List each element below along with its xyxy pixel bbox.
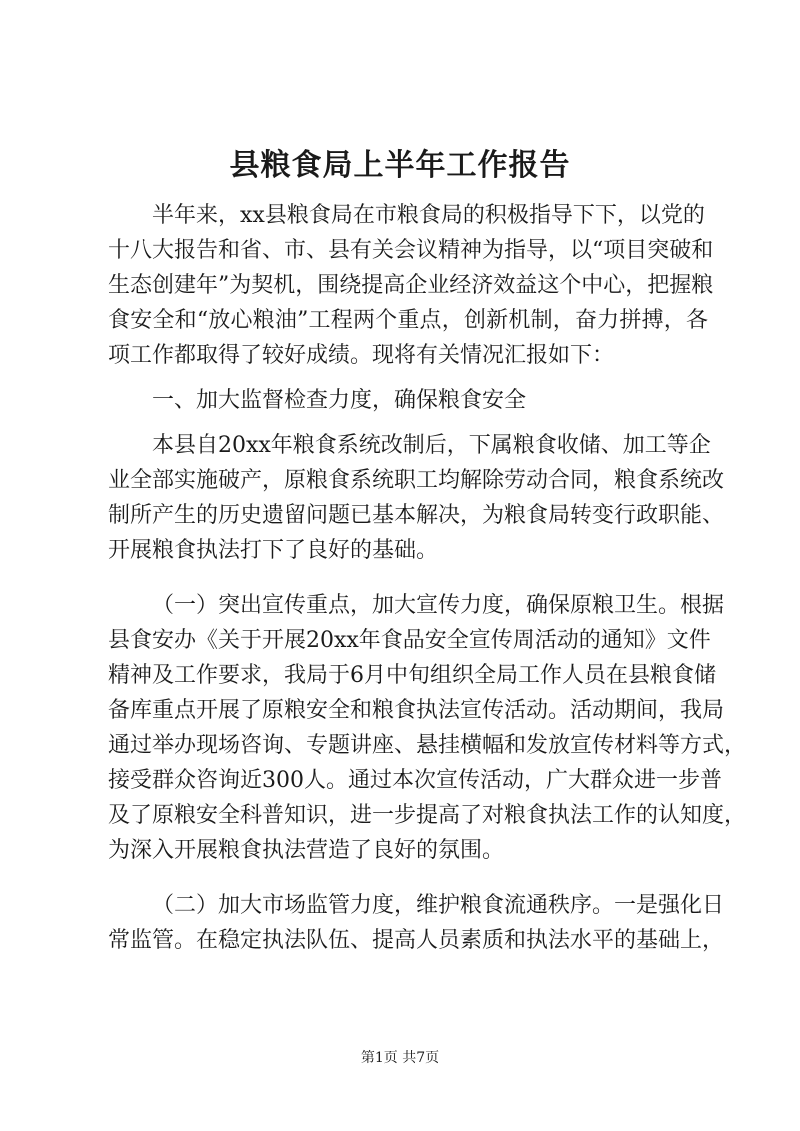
paragraph-line: 及了原粮安全科普知识，进一步提高了对粮食执法工作的认知度， <box>108 803 747 828</box>
paragraph-line: 接受群众咨询近300人。通过本次宣传活动，广大群众进一步普 <box>108 768 722 793</box>
paragraph-line: 通过举办现场咨询、专题讲座、悬挂横幅和发放宣传材料等方式， <box>108 733 747 758</box>
paragraph-line: 常监管。在稳定执法队伍、提高人员素质和执法水平的基础上， <box>108 928 725 953</box>
paragraph-line: 为深入开展粮食执法营造了良好的氛围。 <box>108 838 505 863</box>
paragraph-line: 精神及工作要求，我局于6月中旬组织全局工作人员在县粮食储 <box>108 663 716 688</box>
paragraph-line: 十八大报告和省、市、县有关会议精神为指导，以“项目突破和 <box>108 238 714 263</box>
document-title: 县粮食局上半年工作报告 <box>229 148 571 183</box>
paragraph-line: 食安全和“放心粮油”工程两个重点，创新机制，奋力拼搏，各 <box>108 308 708 333</box>
paragraph-line: 县食安办《关于开展20xx年食品安全宣传周活动的通知》文件 <box>108 628 711 653</box>
paragraph-line: （一）突出宣传重点，加大宣传力度，确保原粮卫生。根据 <box>152 593 725 618</box>
paragraph-line: 生态创建年”为契机，围绕提高企业经济效益这个中心，把握粮 <box>108 273 714 298</box>
section-heading: 一、加大监督检查力度，确保粮食安全 <box>152 388 527 413</box>
paragraph-line: （二）加大市场监管力度，维护粮食流通秩序。一是强化日 <box>152 893 725 918</box>
paragraph-line: 本县自20xx年粮食系统改制后，下属粮食收储、加工等企 <box>152 433 711 458</box>
page-number-footer: 第1页 共7页 <box>360 1050 440 1066</box>
paragraph-line: 备库重点开展了原粮安全和粮食执法宣传活动。活动期间，我局 <box>108 698 725 723</box>
paragraph-line: 半年来，xx县粮食局在市粮食局的积极指导下下，以党的 <box>152 203 705 228</box>
paragraph-line: 开展粮食执法打下了良好的基础。 <box>108 538 439 563</box>
paragraph-line: 制所产生的历史遗留问题已基本解决，为粮食局转变行政职能、 <box>108 503 725 528</box>
paragraph-line: 业全部实施破产，原粮食系统职工均解除劳动合同，粮食系统改 <box>108 468 725 493</box>
paragraph-line: 项工作都取得了较好成绩。现将有关情况汇报如下： <box>108 343 615 368</box>
